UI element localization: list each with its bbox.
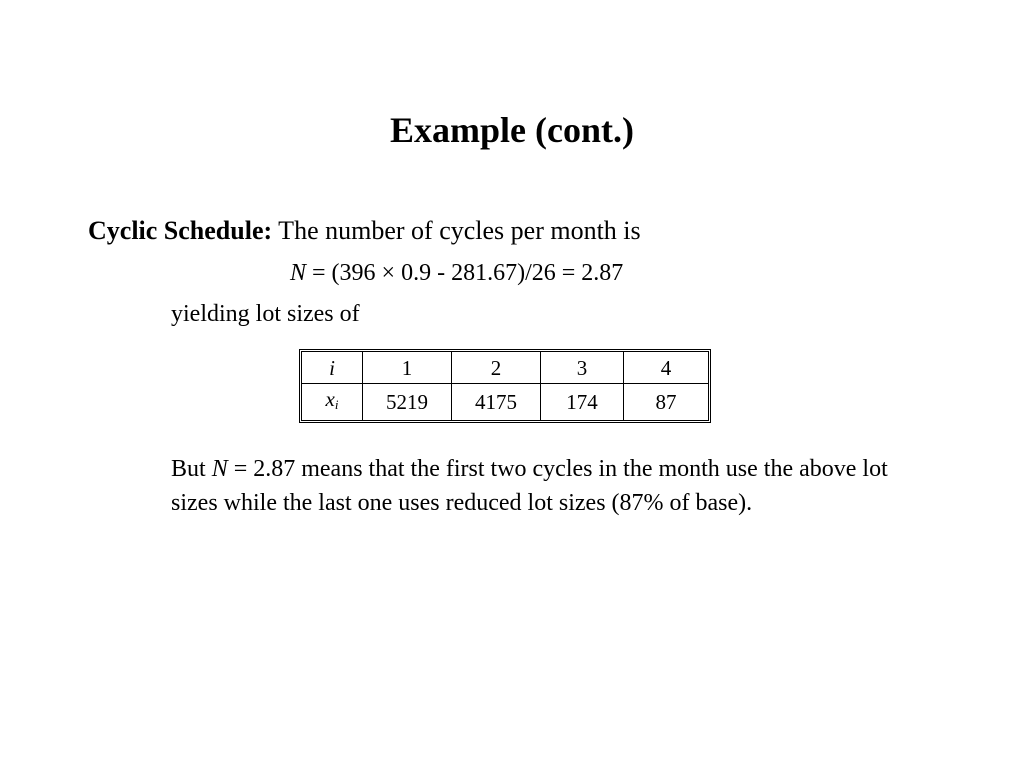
table-row-index — [302, 352, 708, 384]
equation-variable: N — [290, 260, 307, 286]
table-header-i: i — [302, 352, 363, 384]
paragraph-rest: = 2.87 means that the first two cycles in the month use the above lot sizes while the last one uses reduced lot sizes (87% of base). — [171, 456, 888, 516]
lot-size-table — [299, 349, 711, 423]
table-index-cell: 3 — [541, 352, 624, 384]
table-row-lot-sizes — [302, 384, 708, 421]
explanation-paragraph — [171, 452, 931, 520]
cyclic-schedule-line — [88, 214, 641, 248]
table-header-xi — [302, 384, 363, 421]
cyclic-schedule-intro: The number of cycles per month is — [272, 216, 641, 245]
paragraph-start: But — [171, 456, 212, 482]
table-index-cell: 4 — [624, 352, 709, 384]
xi-subscript: i — [334, 397, 339, 412]
table-lot-cell: 4175 — [452, 384, 541, 421]
equation-rhs: = (396 × 0.9 - 281.67)/26 = 2.87 — [306, 260, 624, 286]
table-lot-cell: 5219 — [363, 384, 452, 421]
table-index-cell: 1 — [363, 352, 452, 384]
table-lot-cell: 87 — [624, 384, 709, 421]
cycles-equation — [290, 257, 623, 289]
yield-text: yielding lot sizes of — [171, 301, 360, 327]
table-lot-cell: 174 — [541, 384, 624, 421]
paragraph-variable: N — [211, 456, 228, 482]
xi-base: x — [325, 387, 335, 411]
cyclic-schedule-label: Cyclic Schedule: — [88, 216, 273, 245]
table-index-cell: 2 — [452, 352, 541, 384]
slide-title: Example (cont.) — [390, 110, 634, 150]
